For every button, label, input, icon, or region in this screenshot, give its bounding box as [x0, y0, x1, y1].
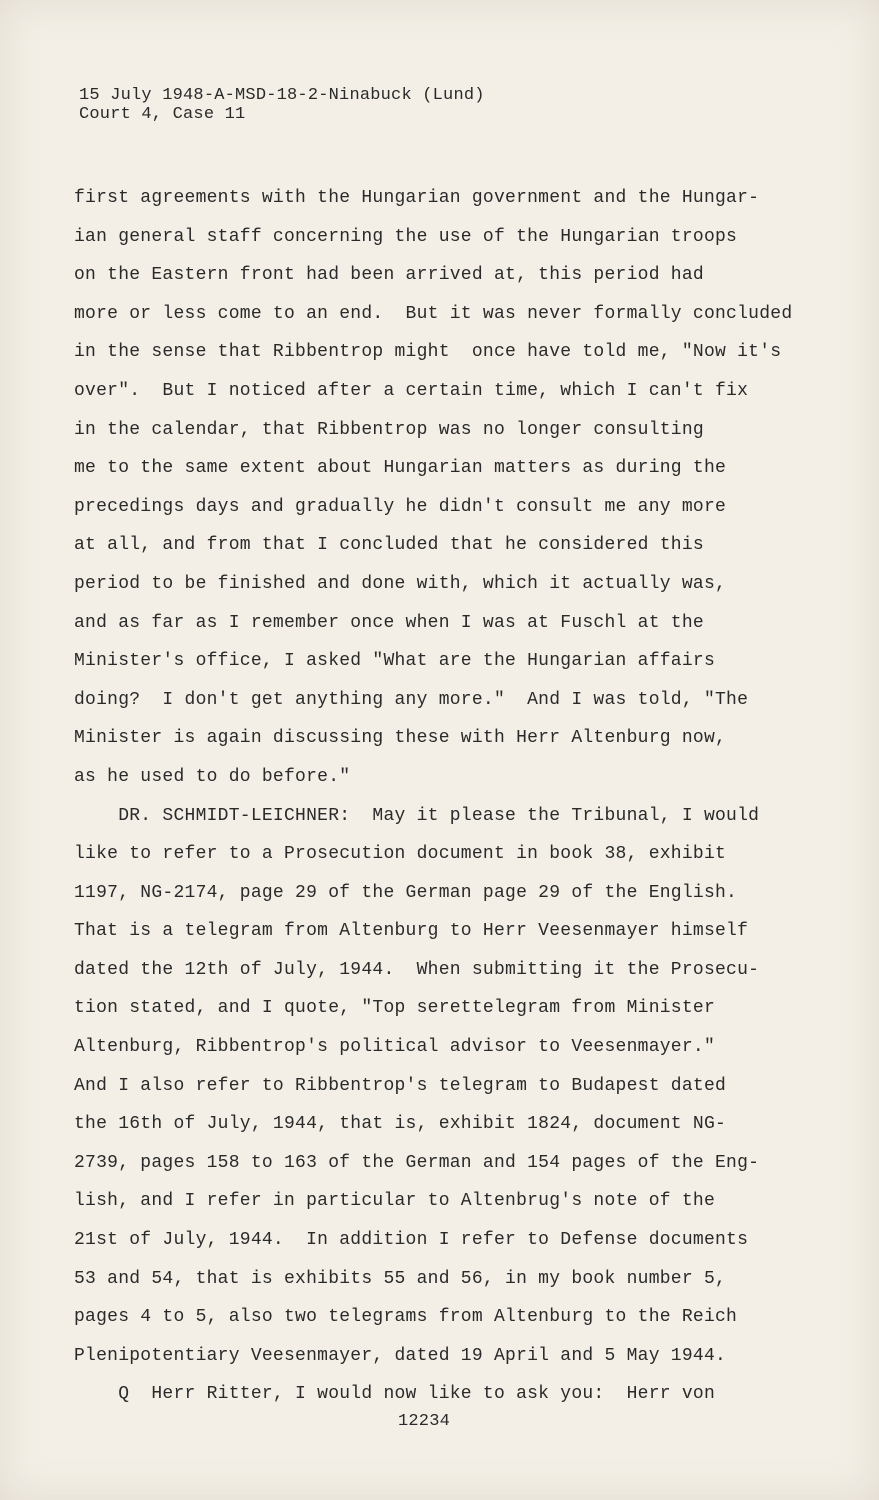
transcript-line: over". But I noticed after a certain time, which I can't fix	[74, 380, 749, 401]
transcript-line: 53 and 54, that is exhibits 55 and 56, in my book number 5,	[74, 1268, 727, 1289]
transcript-line: doing? I don't get anything any more." And I was told, "The	[74, 689, 749, 710]
transcript-line: That is a telegram from Altenburg to Herr Veesenmayer himself	[74, 921, 749, 942]
transcript-line: period to be finished and done with, which it actually was,	[74, 573, 727, 594]
transcript-line: Minister's office, I asked "What are the Hungarian affairs	[74, 651, 716, 672]
transcript-body	[74, 179, 874, 1414]
transcript-line: And I also refer to Ribbentrop's telegram to Budapest dated	[74, 1075, 727, 1096]
transcript-line: on the Eastern front had been arrived at, this period had	[74, 265, 704, 286]
transcript-line: DR. SCHMIDT-LEICHNER: May it please the Tribunal, I would	[74, 805, 760, 826]
transcript-line: dated the 12th of July, 1944. When submitting it the Prosecu-	[74, 959, 760, 980]
transcript-line: pages 4 to 5, also two telegrams from Altenburg to the Reich	[74, 1307, 738, 1328]
transcript-line: me to the same extent about Hungarian matters as during the	[74, 458, 727, 479]
transcript-line: in the sense that Ribbentrop might once have told me, "Now it's	[74, 342, 782, 363]
transcript-line: as he used to do before."	[74, 766, 351, 787]
transcript-line: the 16th of July, 1944, that is, exhibit 1824, document NG-	[74, 1114, 727, 1135]
transcript-line: in the calendar, that Ribbentrop was no longer consulting	[74, 419, 704, 440]
transcript-line: more or less come to an end. But it was never formally concluded	[74, 303, 793, 324]
transcript-line: Plenipotentiary Veesenmayer, dated 19 April and 5 May 1944.	[74, 1345, 727, 1366]
header-line-court-case: Court 4, Case 11	[79, 105, 246, 124]
transcript-line: tion stated, and I quote, "Top serettelegram from Minister	[74, 998, 716, 1019]
transcript-line: Q Herr Ritter, I would now like to ask you: Herr von	[74, 1384, 716, 1405]
header-line-date-reference: 15 July 1948-A-MSD-18-2-Ninabuck (Lund)	[79, 86, 485, 105]
transcript-line: 2739, pages 158 to 163 of the German and 154 pages of the Eng-	[74, 1152, 760, 1173]
page-number: 12234	[398, 1412, 451, 1431]
transcript-line: Minister is again discussing these with Herr Altenburg now,	[74, 728, 727, 749]
transcript-line: Altenburg, Ribbentrop's political advisor to Veesenmayer."	[74, 1037, 716, 1058]
transcript-line: like to refer to a Prosecution document in book 38, exhibit	[74, 844, 727, 865]
transcript-line: precedings days and gradually he didn't consult me any more	[74, 496, 727, 517]
transcript-line: 21st of July, 1944. In addition I refer to Defense documents	[74, 1230, 749, 1251]
document-header	[79, 86, 485, 124]
transcript-line: and as far as I remember once when I was at Fuschl at the	[74, 612, 704, 633]
transcript-line: first agreements with the Hungarian government and the Hungar-	[74, 188, 760, 208]
transcript-line: lish, and I refer in particular to Altenbrug's note of the	[74, 1191, 716, 1212]
transcript-line: 1197, NG-2174, page 29 of the German page 29 of the English.	[74, 882, 738, 903]
transcript-line: at all, and from that I concluded that he considered this	[74, 535, 704, 556]
transcript-line: ian general staff concerning the use of the Hungarian troops	[74, 226, 738, 247]
